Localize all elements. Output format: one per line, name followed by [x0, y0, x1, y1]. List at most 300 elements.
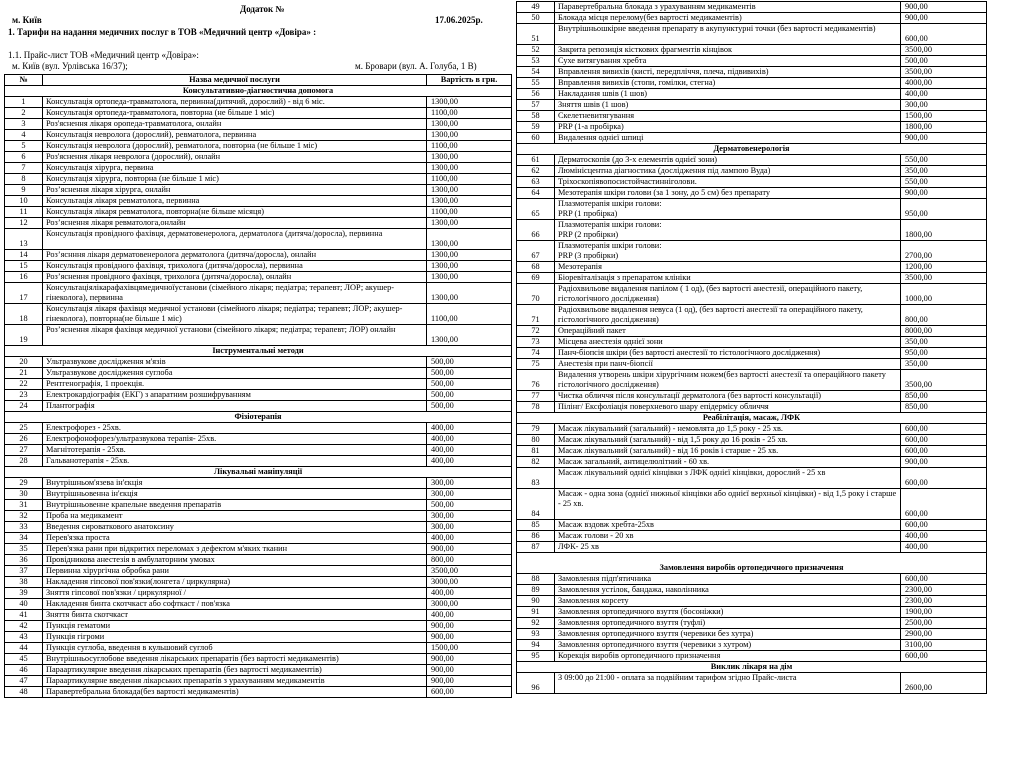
service-price: 1300,00	[427, 163, 512, 174]
section-header-row	[5, 412, 512, 423]
service-price: 2700,00	[901, 241, 987, 262]
service-price: 1000,00	[901, 284, 987, 305]
service-number: 36	[5, 555, 43, 566]
service-price: 600,00	[901, 24, 987, 45]
service-price: 1300,00	[427, 218, 512, 229]
service-name: Пілінг/ Ексфоліація поверхневого шару епідермісу обличчя	[555, 402, 901, 413]
service-row	[5, 555, 512, 566]
service-name: Роз’яснення лікаря ревматолога,онлайн	[43, 218, 427, 229]
service-name: Рентгенографія, 1 проекція.	[43, 379, 427, 390]
service-number: 2	[5, 108, 43, 119]
section-header-row	[517, 553, 987, 574]
service-name: Плазмотерапія шкіри голови: PRP (2 пробірки)	[555, 220, 901, 241]
service-name: Закрита репозиція кісткових фрагментів кінцівок	[555, 45, 901, 56]
service-name: Замовлення ортопедичного взуття (туфлі)	[555, 618, 901, 629]
service-price: 900,00	[427, 665, 512, 676]
service-name: Консультаціялікарафахівцямедичноїустанови (сімейного лікаря; педіатра; терапевт; ЛОР; акушер-гінеколога), первинна	[43, 283, 427, 304]
service-number: 9	[5, 185, 43, 196]
service-number: 75	[517, 359, 555, 370]
document-date: 17.06.2025р.	[435, 15, 483, 25]
service-number: 55	[517, 78, 555, 89]
service-number: 52	[517, 45, 555, 56]
service-number: 33	[5, 522, 43, 533]
service-name: Вправлення вивихів (стопи, гомілки, стегна)	[555, 78, 901, 89]
service-row	[5, 390, 512, 401]
service-number: 7	[5, 163, 43, 174]
service-name: Дерматоскопія (до 3-х елементів однієї зони)	[555, 155, 901, 166]
service-name: З 09:00 до 21:00 - оплата за подвійним тарифом згідно Прайс-листа	[555, 673, 901, 694]
service-row	[5, 357, 512, 368]
service-name: Пункція суглоба, введення в кульшовий суглоб	[43, 643, 427, 654]
service-price: 500,00	[427, 357, 512, 368]
service-name: Замовлення корсету	[555, 596, 901, 607]
service-price: 3500,00	[901, 273, 987, 284]
service-name: Електрофорез - 25хв.	[43, 423, 427, 434]
service-name: Масаж вздовж хребта-25хв	[555, 520, 901, 531]
service-number: 16	[5, 272, 43, 283]
service-number: 38	[5, 577, 43, 588]
service-row	[517, 67, 987, 78]
service-price: 900,00	[427, 621, 512, 632]
service-name: Накладення гіпсової пов'язки(лонгета / циркулярна)	[43, 577, 427, 588]
price-table-left	[4, 74, 512, 698]
service-price: 1800,00	[901, 220, 987, 241]
service-price: 600,00	[901, 489, 987, 520]
service-name: Магнітотерапія - 25хв.	[43, 445, 427, 456]
service-name: Чистка обличчя після консультації дерматолога (без вартості консультації)	[555, 391, 901, 402]
section-title: 1. Тарифи на надання медичних послуг в ТОВ «Медичний центр «Довіра» :	[8, 27, 317, 37]
service-price: 400,00	[427, 456, 512, 467]
service-row	[5, 533, 512, 544]
service-name: Радіохвильове видалення папілом ( 1 од), (без вартості анестезії, операційного пакету, гістологічного дослідження)	[555, 284, 901, 305]
service-number: 84	[517, 489, 555, 520]
service-row	[517, 435, 987, 446]
section-title: Виклик лікаря на дім	[517, 662, 987, 673]
service-name: Внутрішньовенне крапельне введення препаратів	[43, 500, 427, 511]
service-row	[517, 574, 987, 585]
service-number: 13	[5, 229, 43, 250]
service-price: 2300,00	[901, 585, 987, 596]
service-name: Перев'язка проста	[43, 533, 427, 544]
service-price: 1500,00	[427, 643, 512, 654]
service-price: 4000,00	[901, 78, 987, 89]
service-number: 67	[517, 241, 555, 262]
service-row	[5, 304, 512, 325]
service-name: Ультразвукове дослідження м'язів	[43, 357, 427, 368]
service-name: Внутрішньосуглобове введення лікарських препаратів (без вартості медикаментів)	[43, 654, 427, 665]
service-price: 300,00	[901, 100, 987, 111]
service-row	[5, 141, 512, 152]
service-price: 850,00	[901, 391, 987, 402]
service-name: Роз’яснння лікаря дерматовенеролога дерматолога (дитяча/доросла), онлайн	[43, 250, 427, 261]
section-header-row	[5, 346, 512, 357]
column-header-price: Вартість в грн.	[427, 75, 512, 86]
service-name: Замовлення устілок, бандажа, наколінника	[555, 585, 901, 596]
service-row	[517, 24, 987, 45]
address-kyiv: м. Київ (вул. Урлівська 16/37);	[12, 61, 128, 71]
service-number: 89	[517, 585, 555, 596]
service-price: 1100,00	[427, 304, 512, 325]
service-number: 34	[5, 533, 43, 544]
service-name: Видалення однієї шпиці	[555, 133, 901, 144]
service-row	[517, 629, 987, 640]
service-name: Консультація провідного фахівця, дерматовенеролога, дерматолога (дитяча/доросла), первинна	[43, 229, 427, 250]
service-number: 1	[5, 97, 43, 108]
service-name: Зняття бинта скотчкаст	[43, 610, 427, 621]
service-row	[5, 654, 512, 665]
service-row	[5, 130, 512, 141]
section-title: Дерматовенерологія	[517, 144, 987, 155]
service-number: 57	[517, 100, 555, 111]
service-number: 15	[5, 261, 43, 272]
service-price: 500,00	[427, 500, 512, 511]
service-name: Консультація невролога (дорослий), ревматолога, первинна	[43, 130, 427, 141]
service-price: 3000,00	[427, 577, 512, 588]
service-number: 63	[517, 177, 555, 188]
service-number: 6	[5, 152, 43, 163]
service-row	[5, 445, 512, 456]
service-name: Пункція гематоми	[43, 621, 427, 632]
service-number: 10	[5, 196, 43, 207]
column-header-number: №	[5, 75, 43, 86]
service-name: Перев'язка рани при відкритих переломах з дефектом м'яких тканин	[43, 544, 427, 555]
service-price: 300,00	[427, 478, 512, 489]
service-name: Масаж загальний, антицелюлітний - 60 хв.	[555, 457, 901, 468]
section-title: Реабілітація, масаж, ЛФК	[517, 413, 987, 424]
service-price: 600,00	[427, 687, 512, 698]
service-price: 400,00	[427, 423, 512, 434]
service-row	[517, 489, 987, 520]
service-number: 62	[517, 166, 555, 177]
service-row	[517, 262, 987, 273]
service-price: 3500,00	[427, 566, 512, 577]
service-row	[517, 78, 987, 89]
service-price: 1300,00	[427, 119, 512, 130]
service-name: Біоревіталізація з препаратом клініки	[555, 273, 901, 284]
service-row	[5, 599, 512, 610]
service-price: 1300,00	[427, 97, 512, 108]
service-name: Консультація ортопеда-травматолога, повторна (не більше 1 міс)	[43, 108, 427, 119]
service-name: Зняття швів (1 шов)	[555, 100, 901, 111]
service-price: 2600,00	[901, 673, 987, 694]
service-price: 1100,00	[427, 141, 512, 152]
service-row	[5, 229, 512, 250]
service-row	[5, 478, 512, 489]
service-number: 28	[5, 456, 43, 467]
service-row	[5, 401, 512, 412]
service-price: 500,00	[427, 401, 512, 412]
service-price: 600,00	[901, 468, 987, 489]
service-row	[517, 13, 987, 24]
service-row	[517, 111, 987, 122]
service-name: Масаж лікувальний однієї кінцівки з ЛФК однієї кінцівки, дорослий - 25 хв	[555, 468, 901, 489]
service-number: 90	[517, 596, 555, 607]
service-price: 300,00	[427, 489, 512, 500]
service-row	[517, 56, 987, 67]
service-row	[5, 621, 512, 632]
address-brovary: м. Бровари (вул. А. Голуба, 1 В)	[355, 61, 477, 71]
service-row	[5, 610, 512, 621]
service-row	[517, 531, 987, 542]
service-name: Зняття гіпсової пов'язки / циркулярної /	[43, 588, 427, 599]
service-number: 47	[5, 676, 43, 687]
service-price: 400,00	[427, 434, 512, 445]
service-price: 600,00	[901, 520, 987, 531]
service-number: 27	[5, 445, 43, 456]
section-header-row	[517, 144, 987, 155]
service-name: Консультація хірурга, первина	[43, 163, 427, 174]
service-number: 26	[5, 434, 43, 445]
service-row	[5, 643, 512, 654]
service-name: Консультація невролога (дорослий), ревматолога, повторна (не більше 1 міс)	[43, 141, 427, 152]
service-row	[517, 100, 987, 111]
service-price: 950,00	[901, 348, 987, 359]
service-name: Паравертебральна блокада з урахуванням медикаментів	[555, 2, 901, 13]
service-row	[5, 108, 512, 119]
service-price: 2900,00	[901, 629, 987, 640]
service-row	[5, 423, 512, 434]
table-header-row	[5, 75, 512, 86]
service-name: Плазмотерапія шкіри голови: PRP (3 пробірки)	[555, 241, 901, 262]
service-row	[517, 542, 987, 553]
service-name: Операційний пакет	[555, 326, 901, 337]
service-price: 3500,00	[901, 67, 987, 78]
service-price: 900,00	[901, 2, 987, 13]
service-number: 60	[517, 133, 555, 144]
service-row	[5, 325, 512, 346]
service-row	[517, 468, 987, 489]
service-number: 79	[517, 424, 555, 435]
column-header-service: Назва медичної послуги	[43, 75, 427, 86]
service-price: 1300,00	[427, 130, 512, 141]
service-number: 37	[5, 566, 43, 577]
service-price: 300,00	[427, 522, 512, 533]
service-price: 3500,00	[901, 370, 987, 391]
service-price: 800,00	[901, 305, 987, 326]
service-number: 61	[517, 155, 555, 166]
service-price: 850,00	[901, 402, 987, 413]
service-number: 66	[517, 220, 555, 241]
service-row	[517, 273, 987, 284]
service-row	[5, 185, 512, 196]
service-price: 900,00	[427, 676, 512, 687]
service-price: 600,00	[901, 446, 987, 457]
service-row	[517, 618, 987, 629]
service-row	[517, 607, 987, 618]
service-row	[5, 434, 512, 445]
service-row	[5, 174, 512, 185]
service-name: Електрокардіографія (ЕКГ) з апаратним розшифруванням	[43, 390, 427, 401]
service-number: 54	[517, 67, 555, 78]
service-row	[5, 511, 512, 522]
service-row	[5, 665, 512, 676]
service-price: 1300,00	[427, 185, 512, 196]
service-number: 4	[5, 130, 43, 141]
service-price: 900,00	[427, 654, 512, 665]
service-name: Замовлення ортопедичного взуття (босоніжки)	[555, 607, 901, 618]
service-number: 53	[517, 56, 555, 67]
service-price: 350,00	[901, 337, 987, 348]
service-name: Роз’яснення провідного фахівця, трихолога (дитяча/доросла), онлайн	[43, 272, 427, 283]
service-price: 600,00	[901, 651, 987, 662]
service-number: 18	[5, 304, 43, 325]
service-name: Внутрішньом'язева ін'єкція	[43, 478, 427, 489]
service-name: Внутрішньовенна ін'єкція	[43, 489, 427, 500]
service-row	[517, 585, 987, 596]
service-number: 68	[517, 262, 555, 273]
service-price: 600,00	[901, 435, 987, 446]
service-name: Масаж лікувальний (загальний) - від 1,5 року до 16 років - 25 хв.	[555, 435, 901, 446]
service-row	[517, 651, 987, 662]
service-row	[517, 446, 987, 457]
service-price: 500,00	[427, 368, 512, 379]
service-price: 2500,00	[901, 618, 987, 629]
service-price: 500,00	[427, 379, 512, 390]
service-row	[5, 250, 512, 261]
service-number: 29	[5, 478, 43, 489]
service-row	[517, 89, 987, 100]
service-name: Масаж лікувальний (загальний) - від 16 років і старше - 25 хв.	[555, 446, 901, 457]
service-price: 400,00	[901, 531, 987, 542]
service-price: 950,00	[901, 199, 987, 220]
section-title: Фізіотерапія	[5, 412, 512, 423]
service-name: Плазмотерапія шкіри голови: PRP (1 пробірка)	[555, 199, 901, 220]
service-row	[5, 261, 512, 272]
service-price: 1200,00	[901, 262, 987, 273]
service-name: Радіохвильове видалення невуса (1 од), (без вартості анестезії та операційного пакету, гістологічного дослідження)	[555, 305, 901, 326]
service-number: 76	[517, 370, 555, 391]
service-row	[517, 122, 987, 133]
service-price: 550,00	[901, 177, 987, 188]
service-name: Місцева анестезія однієї зони	[555, 337, 901, 348]
service-row	[517, 199, 987, 220]
service-row	[517, 520, 987, 531]
service-row	[517, 133, 987, 144]
service-price: 900,00	[427, 544, 512, 555]
service-price: 350,00	[901, 359, 987, 370]
service-price: 3000,00	[427, 599, 512, 610]
service-name: Роз’яснення лікаря фахівця медичної установи (сімейного лікаря; педіатра; терапевт; ЛОР) онлайн	[43, 325, 427, 346]
service-row	[517, 177, 987, 188]
section-title: Замовлення виробів ортопедичного призначення	[517, 553, 987, 574]
service-name: Корекція виробів ортопедичного призначення	[555, 651, 901, 662]
service-name: Внутрішньошкірне введення препарату в акупунктурні точки (без вартості медикаментів)	[555, 24, 901, 45]
service-number: 71	[517, 305, 555, 326]
service-price: 400,00	[427, 445, 512, 456]
service-name: Роз'яснення лікаря невролога (дорослий), онлайн	[43, 152, 427, 163]
service-name: Пункція гігроми	[43, 632, 427, 643]
service-number: 49	[517, 2, 555, 13]
service-price: 400,00	[427, 533, 512, 544]
service-price: 1300,00	[427, 229, 512, 250]
service-number: 41	[5, 610, 43, 621]
service-row	[517, 640, 987, 651]
service-name: Консультація хірурга, повторна (не більше 1 міс)	[43, 174, 427, 185]
service-price: 1300,00	[427, 152, 512, 163]
service-name: Анестезія при панч-біопсії	[555, 359, 901, 370]
service-number: 69	[517, 273, 555, 284]
service-number: 87	[517, 542, 555, 553]
service-number: 86	[517, 531, 555, 542]
service-number: 80	[517, 435, 555, 446]
service-price: 900,00	[901, 13, 987, 24]
service-name: Консультація ортопеда-травматолога, первинна(дитячий, дорослий) - від 6 міс.	[43, 97, 427, 108]
service-number: 95	[517, 651, 555, 662]
service-number: 96	[517, 673, 555, 694]
service-row	[5, 522, 512, 533]
service-price: 1300,00	[427, 250, 512, 261]
service-row	[5, 207, 512, 218]
service-name: Ультразвукове дослідження суглоба	[43, 368, 427, 379]
service-price: 400,00	[427, 610, 512, 621]
service-number: 44	[5, 643, 43, 654]
service-number: 78	[517, 402, 555, 413]
service-row	[5, 489, 512, 500]
service-number: 17	[5, 283, 43, 304]
service-price: 900,00	[901, 133, 987, 144]
service-price: 1900,00	[901, 607, 987, 618]
city-label: м. Київ	[12, 15, 42, 25]
service-price: 1500,00	[901, 111, 987, 122]
service-number: 3	[5, 119, 43, 130]
service-row	[517, 241, 987, 262]
service-name: Консультація провідного фахівця, трихолога (дитяча/доросла), первинна	[43, 261, 427, 272]
service-row	[5, 544, 512, 555]
service-name: Мезотерапія	[555, 262, 901, 273]
service-number: 19	[5, 325, 43, 346]
service-price: 900,00	[901, 457, 987, 468]
service-price: 350,00	[901, 166, 987, 177]
service-number: 5	[5, 141, 43, 152]
service-price: 500,00	[427, 390, 512, 401]
service-number: 46	[5, 665, 43, 676]
service-name: Панч-біопсія шкіри (без вартості анестезії то гістологічного дослідження)	[555, 348, 901, 359]
service-row	[517, 402, 987, 413]
service-price: 400,00	[901, 542, 987, 553]
service-price: 600,00	[901, 424, 987, 435]
service-row	[517, 284, 987, 305]
service-number: 85	[517, 520, 555, 531]
service-name: Вправлення вивихів (кисті, передпліччя, плеча, підвивихів)	[555, 67, 901, 78]
service-name: Паравертебральна блокада(без вартості медикаментів)	[43, 687, 427, 698]
service-number: 32	[5, 511, 43, 522]
service-name: Гальванотерапія - 25хв.	[43, 456, 427, 467]
service-row	[517, 337, 987, 348]
service-row	[5, 196, 512, 207]
service-price: 1300,00	[427, 261, 512, 272]
service-number: 30	[5, 489, 43, 500]
service-name: Первинна хірургічна обробка рани	[43, 566, 427, 577]
service-number: 48	[5, 687, 43, 698]
service-price: 400,00	[901, 89, 987, 100]
service-price: 1300,00	[427, 283, 512, 304]
service-name: Накладання швів (1 шов)	[555, 89, 901, 100]
service-number: 73	[517, 337, 555, 348]
service-price: 1300,00	[427, 272, 512, 283]
service-number: 88	[517, 574, 555, 585]
service-row	[517, 188, 987, 199]
service-number: 59	[517, 122, 555, 133]
service-number: 56	[517, 89, 555, 100]
service-name: Параартикулярне введення лікарських препаратів з урахуванням медикаментів	[43, 676, 427, 687]
service-name: Параартикулярне введення лікарських препаратів (без вартості медикаментів)	[43, 665, 427, 676]
service-price: 3500,00	[901, 45, 987, 56]
service-price: 900,00	[901, 188, 987, 199]
service-row	[5, 566, 512, 577]
service-price: 600,00	[901, 574, 987, 585]
service-number: 93	[517, 629, 555, 640]
service-row	[5, 272, 512, 283]
